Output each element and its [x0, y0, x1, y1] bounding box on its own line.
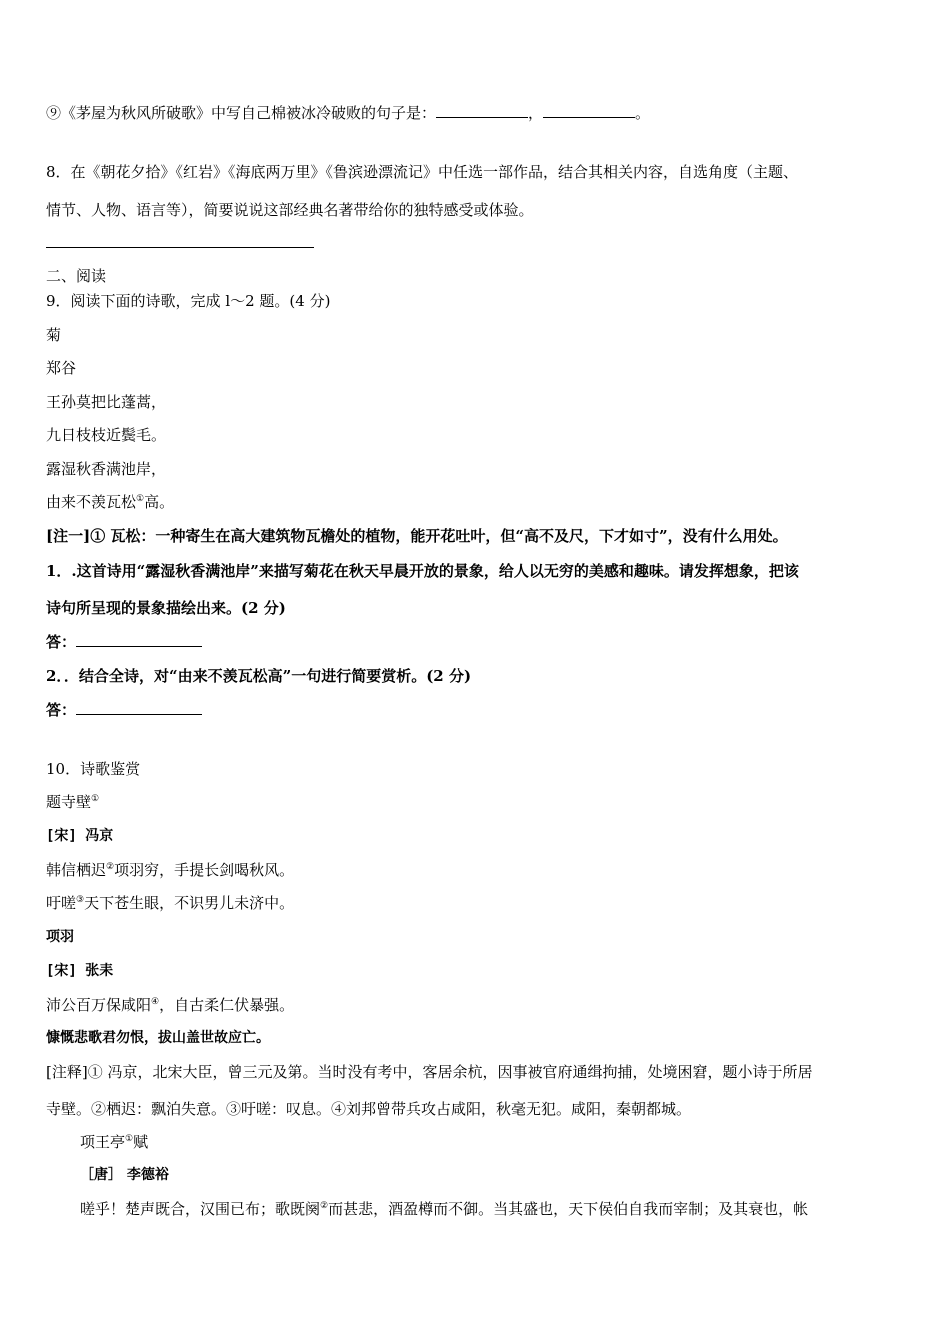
q8-line-2: 情节、人物、语言等），简要说说这部经典名著带给你的独特感受或体验。 [46, 201, 534, 219]
q9-sub1-line-2: 诗句所呈现的景象描绘出来。(2 分) [46, 599, 286, 617]
poem-line-2: 九日枝枝近鬓毛。 [46, 426, 167, 444]
poem1-line-2: 吁嗟③天下苍生眼，不识男儿未济中。 [46, 894, 295, 912]
q9-sub2: 2．．结合全诗，对“由来不羡瓦松高”一句进行简要赏析。(2 分) [46, 667, 472, 685]
footnote-marker: ① [136, 494, 145, 504]
q10-note-line-1: [注释]① 冯京，北宋大臣，曾三元及第。当时没有考中，客居余杭，因事被官府通缉拘捕，处境困窘，题小诗于所居 [46, 1063, 813, 1081]
fu-line-1: 嗟乎！楚声既合，汉围已布；歌既阕②而甚悲，酒盈樽而不御。当其盛也，天下侯伯自我而宰制；及其衰也，帐 [80, 1200, 809, 1218]
poem-line-1: 王孙莫把比蓬蒿， [46, 393, 167, 411]
poem1-line-1: 韩信栖迟②项羽穷，手提长剑喝秋风。 [46, 861, 295, 879]
q9-answer-1: 答： [46, 632, 202, 652]
poem-line-3: 露湿秋香满池岸， [46, 460, 167, 478]
q10-prompt: 10．诗歌鉴赏 [46, 760, 141, 778]
poem1-author: [宋] 冯京 [46, 828, 114, 844]
answer-blank-2[interactable] [543, 105, 635, 118]
answer-blank-4[interactable] [76, 702, 202, 715]
q8-answer-line[interactable] [46, 247, 314, 248]
poem1-title: 题寺壁① [46, 793, 100, 811]
answer-blank-1[interactable] [436, 105, 528, 118]
section-heading-reading: 二、阅读 [46, 267, 107, 285]
fu-author: ［唐］ 李德裕 [80, 1167, 169, 1183]
q9-answer-2: 答： [46, 700, 202, 720]
poem2-title: 项羽 [46, 929, 74, 945]
q9-sub1-line-1: 1．.这首诗用“露湿秋香满池岸”来描写菊花在秋天早晨开放的景象，给人以无穷的美感和趣味。请发挥想象，把该 [46, 562, 799, 580]
answer-blank-3[interactable] [76, 634, 202, 647]
poem-title-ju: 菊 [46, 326, 62, 344]
q8-line-1: 8．在《朝花夕拾》《红岩》《海底两万里》《鲁滨逊漂流记》中任选一部作品，结合其相关内容，自选角度（主题、 [46, 163, 799, 181]
poem-author-zhenggu: 郑谷 [46, 359, 77, 377]
q10-note-line-2: 寺壁。②栖迟：飘泊失意。③吁嗟：叹息。④刘邦曾带兵攻占咸阳，秋毫无犯。咸阳，秦朝都城。 [46, 1100, 692, 1118]
q7-9-text: ⑨《茅屋为秋风所破歌》中写自己棉被冰冷破败的句子是： [46, 104, 437, 122]
poem2-author: [宋] 张耒 [46, 963, 114, 979]
q9-note: [注一]① 瓦松：一种寄生在高大建筑物瓦檐处的植物，能开花吐叶，但“高不及尺，下才如寸”，没有什么用处。 [46, 527, 788, 545]
poem2-line-2: 慷慨悲歌君勿恨，拔山盖世故应亡。 [46, 1030, 270, 1046]
poem-line-4: 由来不羡瓦松①高。 [46, 493, 175, 511]
fu-title: 项王亭①赋 [80, 1133, 149, 1151]
q7-9-line: ⑨《茅屋为秋风所破歌》中写自己棉被冰冷破败的句子是： ， 。 [46, 104, 651, 122]
q9-prompt: 9．阅读下面的诗歌，完成 l～2 题。(4 分) [46, 292, 331, 310]
poem2-line-1: 沛公百万保咸阳④，自古柔仁伏暴强。 [46, 996, 295, 1014]
